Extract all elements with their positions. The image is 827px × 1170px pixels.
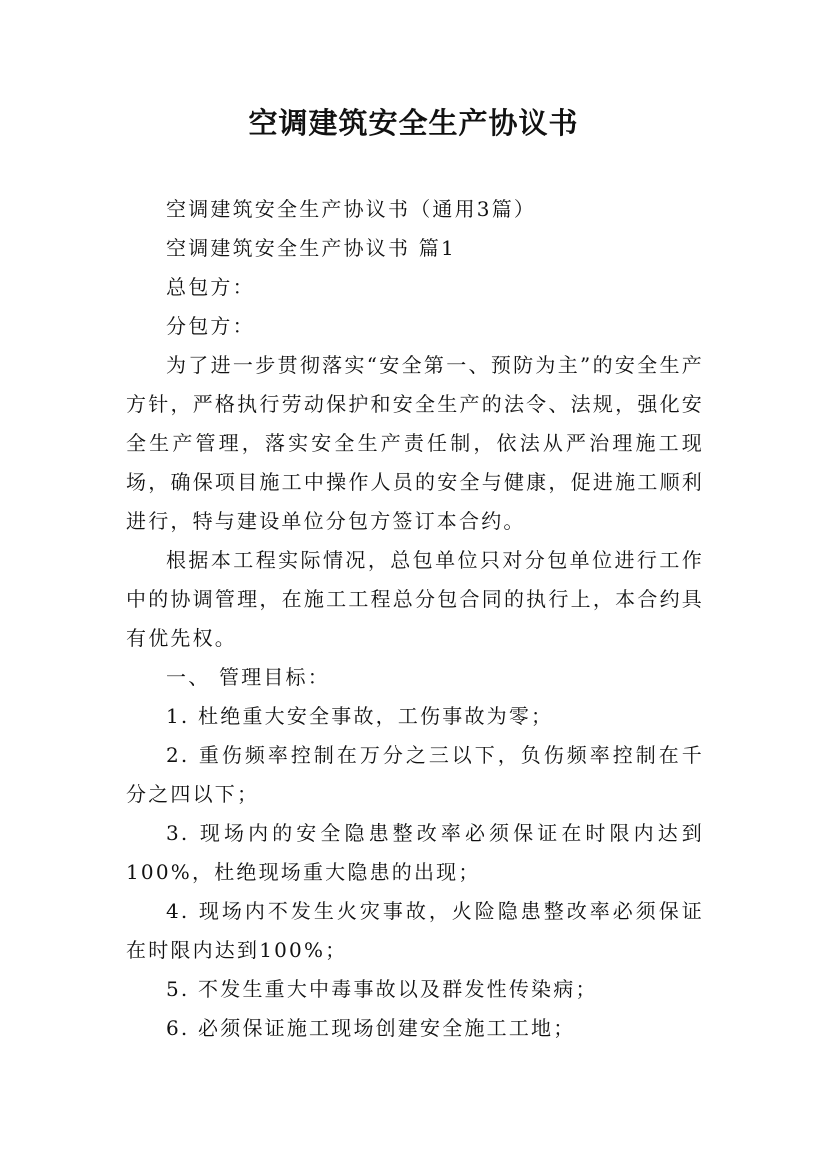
paragraph-subtitle: 空调建筑安全生产协议书（通用3篇） <box>166 197 537 221</box>
paragraph-item-6: 6. 必须保证施工现场创建安全施工工地； <box>166 1016 576 1040</box>
paragraph-item-2: 2. 重伤频率控制在万分之三以下，负伤频率控制在千分之四以下； <box>126 743 704 806</box>
document-body <box>126 190 704 1048</box>
paragraph-item-1: 1. 杜绝重大安全事故，工伤事故为零； <box>166 704 554 728</box>
paragraph-item-5: 5. 不发生重大中毒事故以及群发性传染病； <box>166 977 598 1001</box>
paragraph-chapter-heading: 空调建筑安全生产协议书 篇1 <box>166 236 456 260</box>
paragraph-purpose: 为了进一步贯彻落实“安全第一、预防为主”的安全生产方针，严格执行劳动保护和安全生产的法令、法规，强化安全生产管理，落实安全生产责任制，依法从严治理施工现场，确保项目施工中操作人员的安全与健康，促进施工顺利进行，特与建设单位分包方签订本合约。 <box>126 353 704 533</box>
paragraph-subcontractor: 分包方： <box>166 314 255 338</box>
paragraph-general-contractor: 总包方： <box>166 275 255 299</box>
paragraph-item-3: 3. 现场内的安全隐患整改率必须保证在时限内达到100%，杜绝现场重大隐患的出现； <box>126 821 704 884</box>
paragraph-section-heading: 一、 管理目标： <box>166 665 330 689</box>
paragraph-basis: 根据本工程实际情况，总包单位只对分包单位进行工作中的协调管理，在施工工程总分包合同的执行上，本合约具有优先权。 <box>126 548 704 650</box>
document-title: 空调建筑安全生产协议书 <box>248 106 579 140</box>
paragraph-item-4: 4. 现场内不发生火灾事故，火险隐患整改率必须保证在时限内达到100%； <box>126 899 704 962</box>
